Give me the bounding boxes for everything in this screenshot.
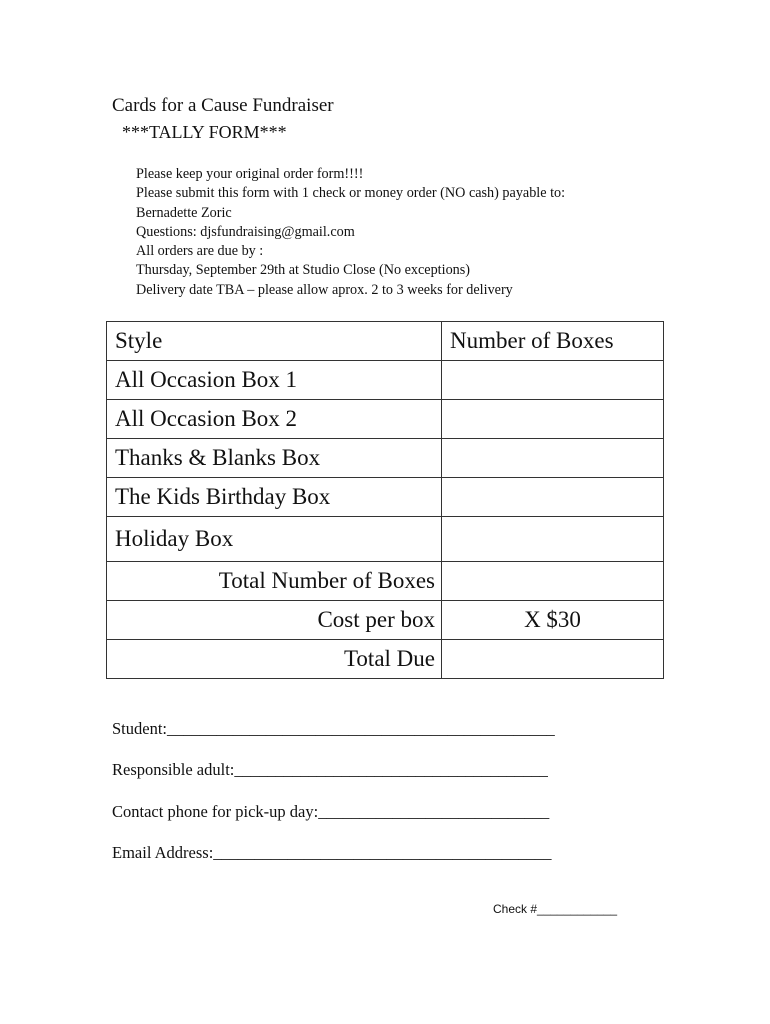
header-style: Style <box>107 322 442 361</box>
total-due-value[interactable] <box>442 640 664 679</box>
total-boxes-label: Total Number of Boxes <box>107 562 442 601</box>
contact-fields <box>112 717 555 882</box>
table-row <box>107 400 664 439</box>
boxes-input-cell[interactable] <box>442 361 664 400</box>
style-cell: All Occasion Box 2 <box>107 400 442 439</box>
student-field[interactable]: Student:_______________________________________________ <box>112 719 555 738</box>
cost-per-box-value: X $30 <box>442 601 664 640</box>
total-due-row <box>107 640 664 679</box>
instruction-due-label: All orders are due by : <box>136 243 264 260</box>
style-cell: All Occasion Box 1 <box>107 361 442 400</box>
tally-table <box>106 321 664 679</box>
contact-phone-field[interactable]: Contact phone for pick-up day:____________________________ <box>112 801 550 821</box>
form-title: Cards for a Cause Fundraiser <box>112 95 334 116</box>
instruction-submit-payment: Please submit this form with 1 check or money order (NO cash) payable to: <box>136 185 566 202</box>
total-due-label: Total Due <box>107 640 442 679</box>
boxes-input-cell[interactable] <box>442 439 664 478</box>
table-row <box>107 517 664 562</box>
style-cell: Holiday Box <box>107 517 442 562</box>
boxes-input-cell[interactable] <box>442 478 664 517</box>
instruction-delivery: Delivery date TBA – please allow aprox. 2 to 3 weeks for delivery <box>136 281 513 298</box>
form-subtitle: ***TALLY FORM*** <box>122 122 287 142</box>
cost-per-box-label: Cost per box <box>107 601 442 640</box>
responsible-adult-field[interactable]: Responsible adult:______________________________________ <box>112 760 548 780</box>
instruction-due-date: Thursday, September 29th at Studio Close (No exceptions) <box>136 262 471 279</box>
style-cell: The Kids Birthday Box <box>107 478 442 517</box>
instruction-keep-form: Please keep your original order form!!!! <box>136 166 364 182</box>
instruction-questions-email: Questions: djsfundraising@gmail.com <box>136 223 355 240</box>
style-cell: Thanks & Blanks Box <box>107 439 442 478</box>
table-row <box>107 361 664 400</box>
cost-per-box-row <box>107 601 664 640</box>
boxes-input-cell[interactable] <box>442 517 664 562</box>
check-number-field[interactable]: Check #____________ <box>493 902 618 916</box>
header-number-of-boxes: Number of Boxes <box>442 322 664 361</box>
email-address-field[interactable]: Email Address:_________________________________________ <box>112 842 552 862</box>
instruction-payee: Bernadette Zoric <box>136 204 232 221</box>
total-boxes-value[interactable] <box>442 562 664 601</box>
table-header-row <box>107 322 664 361</box>
table-row <box>107 439 664 478</box>
table-row <box>107 478 664 517</box>
boxes-input-cell[interactable] <box>442 400 664 439</box>
total-boxes-row <box>107 562 664 601</box>
instructions-block <box>136 165 565 300</box>
